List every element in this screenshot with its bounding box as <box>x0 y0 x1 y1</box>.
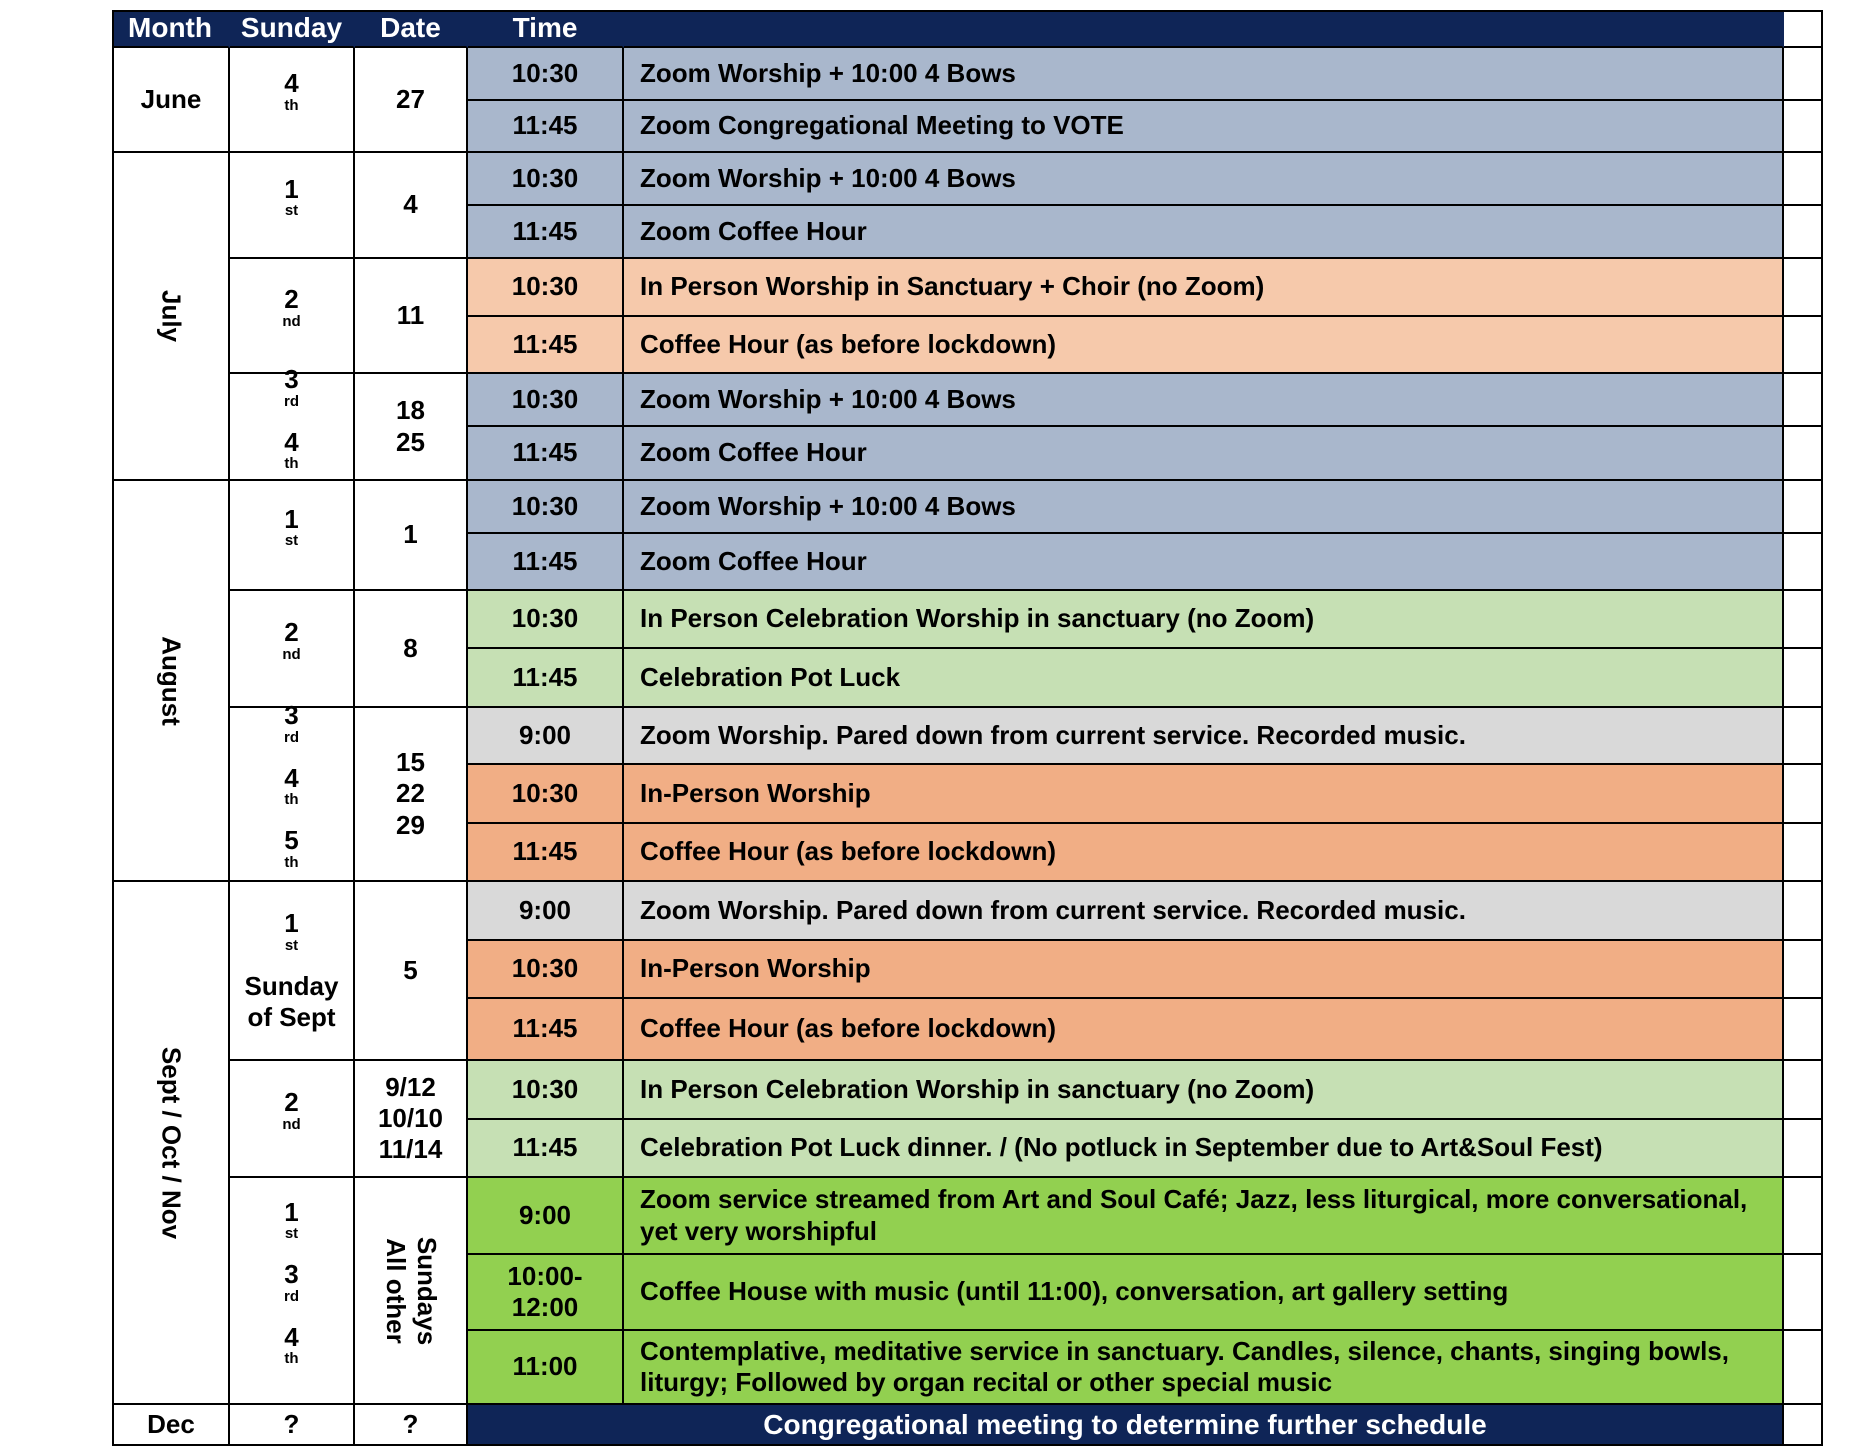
dec-sunday: ? <box>230 1405 355 1446</box>
row-end-cell <box>1784 882 1823 941</box>
sunday-ordinal <box>284 427 298 489</box>
row-end-cell <box>1784 999 1823 1061</box>
event-text: Coffee Hour (as before lockdown) <box>640 328 1057 359</box>
header-month: Month <box>112 10 230 48</box>
time-value: 11:45 <box>512 661 578 692</box>
event-description <box>624 941 1784 999</box>
date-cell <box>355 1178 468 1405</box>
sunday-cell <box>230 1061 355 1178</box>
sunday-ordinal-ordinal: th <box>284 455 299 473</box>
date-value: 4 <box>403 189 418 220</box>
row-end-cell <box>1784 259 1823 317</box>
sunday-cell <box>230 259 355 374</box>
sunday-ordinal-ordinal: nd <box>282 312 301 330</box>
event-description <box>624 48 1784 101</box>
event-description <box>624 1255 1784 1331</box>
time-value: 10:30 <box>511 162 579 193</box>
sunday-ordinal <box>284 504 298 566</box>
event-text: In-Person Worship <box>640 953 871 984</box>
sunday-ordinal <box>284 1259 299 1321</box>
row-end-cell <box>1784 649 1823 708</box>
time-cell <box>468 1120 624 1178</box>
sunday-cell <box>230 48 355 153</box>
event-text: Celebration Pot Luck <box>640 661 901 692</box>
event-description <box>624 1061 1784 1120</box>
sunday-ordinal <box>282 284 300 346</box>
sunday-ordinal-ordinal: th <box>284 853 299 871</box>
event-description <box>624 708 1784 765</box>
time-value: 12:00 <box>511 1292 579 1322</box>
date-cell <box>355 591 468 708</box>
time-cell <box>468 259 624 317</box>
event-text: Zoom Worship. Pared down from current service. Recorded music. <box>640 719 1466 750</box>
event-description <box>624 591 1784 649</box>
sunday-ordinal-number: 4 <box>284 68 299 99</box>
date-cell <box>355 374 468 481</box>
event-text: Zoom Worship + 10:00 4 Bows <box>640 490 1016 521</box>
event-description <box>624 206 1784 259</box>
date-cell <box>355 153 468 259</box>
sunday-ordinal-ordinal: rd <box>284 392 299 410</box>
time-value: 10:30 <box>511 777 579 808</box>
sunday-ordinal-ordinal: st <box>284 202 299 220</box>
time-value: 11:45 <box>512 110 578 141</box>
header-sunday: Sunday <box>230 10 355 48</box>
event-text: Zoom Worship. Pared down from current service. Recorded music. <box>640 894 1466 925</box>
time-cell <box>468 427 624 481</box>
event-text: Zoom Coffee Hour <box>640 215 867 246</box>
time-value: 11:45 <box>512 437 578 468</box>
date-value: 25 <box>396 426 425 457</box>
event-description <box>624 1178 1784 1255</box>
time-value: 9:00 <box>518 1199 572 1230</box>
sunday-ordinal-number: 3 <box>284 700 299 731</box>
sunday-cell <box>230 1178 355 1405</box>
time-cell <box>468 591 624 649</box>
sunday-ordinal-ordinal: th <box>284 1350 299 1368</box>
event-description <box>624 374 1784 427</box>
time-value: 11:45 <box>512 836 578 867</box>
time-cell <box>468 882 624 941</box>
date-value: 27 <box>396 83 425 114</box>
event-text: Zoom service streamed from Art and Soul Café; Jazz, less liturgical, more conversational, yet very worshipful <box>640 1184 1748 1246</box>
row-end-cell <box>1784 1120 1823 1178</box>
date-value: 5 <box>403 954 418 985</box>
sunday-ordinal <box>284 1322 298 1384</box>
sunday-cell <box>230 153 355 259</box>
month-label: July <box>156 289 187 343</box>
date-cell <box>355 48 468 153</box>
sunday-cell <box>230 364 355 481</box>
time-value: 10:30 <box>511 383 579 414</box>
time-value: 10:00- <box>507 1260 583 1291</box>
time-cell <box>468 206 624 259</box>
dec-end-cell <box>1784 1405 1823 1446</box>
month-august <box>112 481 230 882</box>
event-description <box>624 1331 1784 1405</box>
sunday-cell <box>230 591 355 708</box>
event-text: Coffee Hour (as before lockdown) <box>640 1013 1057 1044</box>
sunday-ordinal-ordinal: nd <box>282 1115 301 1133</box>
event-description <box>624 765 1784 824</box>
row-end-cell <box>1784 824 1823 882</box>
row-end-cell <box>1784 591 1823 649</box>
sunday-word: Sunday <box>244 970 339 1001</box>
event-text: In-Person Worship <box>640 777 871 808</box>
row-end-cell <box>1784 941 1823 999</box>
dec-date: ? <box>355 1405 468 1446</box>
sunday-ordinal-number: 1 <box>284 503 299 534</box>
header-description <box>624 10 1784 48</box>
row-end-cell <box>1784 1331 1823 1405</box>
row-end-cell <box>1784 1255 1823 1331</box>
date-rotated-label <box>379 1236 441 1344</box>
time-value: 10:30 <box>511 603 579 634</box>
time-cell <box>468 1331 624 1405</box>
row-end-cell <box>1784 48 1823 101</box>
header-end-cell <box>1784 10 1823 48</box>
row-end-cell <box>1784 1178 1823 1255</box>
date-cell <box>355 708 468 882</box>
date-cell <box>355 1061 468 1178</box>
dec-meeting-banner: Congregational meeting to determine further schedule <box>468 1405 1784 1446</box>
time-value: 10:30 <box>511 1073 579 1104</box>
header-time: Time <box>468 10 624 48</box>
time-cell <box>468 481 624 534</box>
time-cell <box>468 48 624 101</box>
sunday-ordinal <box>284 1197 298 1259</box>
sunday-ordinal <box>284 763 298 825</box>
time-cell <box>468 708 624 765</box>
sunday-ordinal-ordinal: st <box>284 1225 299 1243</box>
time-value: 11:45 <box>512 1132 578 1163</box>
sunday-ordinal-ordinal: th <box>284 791 299 809</box>
time-value: 10:30 <box>511 953 579 984</box>
time-cell <box>468 374 624 427</box>
sunday-ordinal <box>284 68 298 130</box>
event-description <box>624 153 1784 206</box>
sunday-ordinal <box>284 700 299 762</box>
sunday-ordinal-number: 1 <box>284 173 299 204</box>
time-cell <box>468 1255 624 1331</box>
sunday-ordinal-number: 4 <box>284 1321 299 1352</box>
date-value: 18 <box>396 395 425 426</box>
date-value: 10/10 <box>377 1102 444 1133</box>
sunday-ordinal-number: 4 <box>284 762 299 793</box>
time-cell <box>468 649 624 708</box>
row-end-cell <box>1784 708 1823 765</box>
row-end-cell <box>1784 765 1823 824</box>
sunday-ordinal-number: 5 <box>284 825 299 856</box>
time-cell <box>468 824 624 882</box>
time-value: 11:00 <box>512 1351 578 1382</box>
time-value: 11:45 <box>512 1013 578 1044</box>
event-description <box>624 882 1784 941</box>
event-text: Zoom Coffee Hour <box>640 545 867 576</box>
month-dec: Dec <box>112 1405 230 1446</box>
sunday-cell <box>230 481 355 591</box>
date-text: Sundays <box>411 1236 442 1345</box>
time-cell <box>468 941 624 999</box>
sunday-cell <box>230 700 355 882</box>
time-cell <box>468 534 624 591</box>
date-value: 11 <box>396 299 425 330</box>
date-value: 15 <box>396 747 425 778</box>
row-end-cell <box>1784 153 1823 206</box>
month-label: Sept / Oct / Nov <box>156 1046 187 1239</box>
sunday-ordinal-number: 2 <box>284 617 299 648</box>
schedule-table <box>112 10 1823 1446</box>
date-cell <box>355 481 468 591</box>
date-value: 29 <box>396 809 425 840</box>
event-text: In Person Celebration Worship in sanctuary (no Zoom) <box>640 1073 1315 1104</box>
month-july <box>112 153 230 481</box>
sunday-ordinal-number: 3 <box>284 1259 299 1290</box>
date-value: 22 <box>396 778 425 809</box>
time-cell <box>468 317 624 374</box>
time-value: 9:00 <box>518 719 572 750</box>
month-june: June <box>112 48 230 153</box>
date-cell <box>355 259 468 374</box>
event-description <box>624 481 1784 534</box>
event-description <box>624 427 1784 481</box>
sunday-ordinal-number: 2 <box>284 1087 299 1118</box>
time-value: 11:45 <box>512 545 578 576</box>
time-cell <box>468 153 624 206</box>
date-value: 11/14 <box>378 1134 443 1165</box>
date-cell <box>355 882 468 1061</box>
time-cell <box>468 999 624 1061</box>
event-description <box>624 317 1784 374</box>
sunday-ordinal <box>282 1087 300 1149</box>
row-end-cell <box>1784 374 1823 427</box>
sunday-ordinal-number: 3 <box>284 364 299 395</box>
event-text: Celebration Pot Luck dinner. / (No potluck in September due to Art&Soul Fest) <box>640 1132 1603 1163</box>
sunday-cell <box>230 882 355 1061</box>
row-end-cell <box>1784 206 1823 259</box>
event-text: Zoom Worship + 10:00 4 Bows <box>640 383 1016 414</box>
sunday-ordinal <box>284 364 299 426</box>
event-description <box>624 649 1784 708</box>
sunday-ordinal-ordinal: rd <box>284 728 299 746</box>
date-text: All other <box>380 1237 411 1344</box>
event-description <box>624 259 1784 317</box>
sunday-ordinal <box>284 908 298 970</box>
event-description <box>624 101 1784 153</box>
sunday-ordinal <box>284 174 298 236</box>
row-end-cell <box>1784 101 1823 153</box>
row-end-cell <box>1784 481 1823 534</box>
event-text: Zoom Worship + 10:00 4 Bows <box>640 162 1016 193</box>
sunday-ordinal-ordinal: th <box>284 96 299 114</box>
event-description <box>624 824 1784 882</box>
sunday-ordinal-number: 1 <box>284 908 299 939</box>
time-value: 9:00 <box>518 894 572 925</box>
row-end-cell <box>1784 1061 1823 1120</box>
sunday-ordinal-ordinal: st <box>284 936 299 954</box>
sunday-ordinal-ordinal: st <box>284 532 299 550</box>
time-value: 10:30 <box>511 490 579 521</box>
event-description <box>624 1120 1784 1178</box>
event-text: In Person Worship in Sanctuary + Choir (no Zoom) <box>640 271 1265 302</box>
event-text: Coffee House with music (until 11:00), conversation, art gallery setting <box>640 1276 1509 1307</box>
time-value: 11:45 <box>512 215 578 246</box>
sunday-ordinal-number: 4 <box>284 426 299 457</box>
event-text: In Person Celebration Worship in sanctuary (no Zoom) <box>640 603 1315 634</box>
time-cell <box>468 101 624 153</box>
event-description <box>624 534 1784 591</box>
date-value: 1 <box>403 519 418 550</box>
sunday-ordinal-ordinal: nd <box>282 645 301 663</box>
sunday-ordinal-number: 1 <box>284 1196 299 1227</box>
month-sept_oct_nov <box>112 882 230 1405</box>
event-text: Zoom Congregational Meeting to VOTE <box>640 110 1124 141</box>
date-value: 9/12 <box>385 1071 436 1102</box>
month-label: August <box>156 635 187 726</box>
time-value: 10:30 <box>511 271 579 302</box>
event-text: Coffee Hour (as before lockdown) <box>640 836 1057 867</box>
sunday-ordinal <box>282 617 300 679</box>
event-text: Zoom Coffee Hour <box>640 437 867 468</box>
sunday-of-month: of Sept <box>247 1001 336 1032</box>
row-end-cell <box>1784 534 1823 591</box>
header-date: Date <box>355 10 468 48</box>
date-value: 8 <box>403 632 418 663</box>
sunday-ordinal-number: 2 <box>284 284 299 315</box>
sunday-ordinal <box>284 825 298 887</box>
row-end-cell <box>1784 317 1823 374</box>
time-cell <box>468 765 624 824</box>
time-cell <box>468 1061 624 1120</box>
event-text: Zoom Worship + 10:00 4 Bows <box>640 57 1016 88</box>
time-value: 11:45 <box>512 328 578 359</box>
event-text: Contemplative, meditative service in sanctuary. Candles, silence, chants, singing bowls, liturgy; Followed by organ recital or other special music <box>640 1335 1729 1397</box>
event-description <box>624 999 1784 1061</box>
time-value: 10:30 <box>511 57 579 88</box>
time-cell <box>468 1178 624 1255</box>
row-end-cell <box>1784 427 1823 481</box>
sunday-ordinal-ordinal: rd <box>284 1287 299 1305</box>
